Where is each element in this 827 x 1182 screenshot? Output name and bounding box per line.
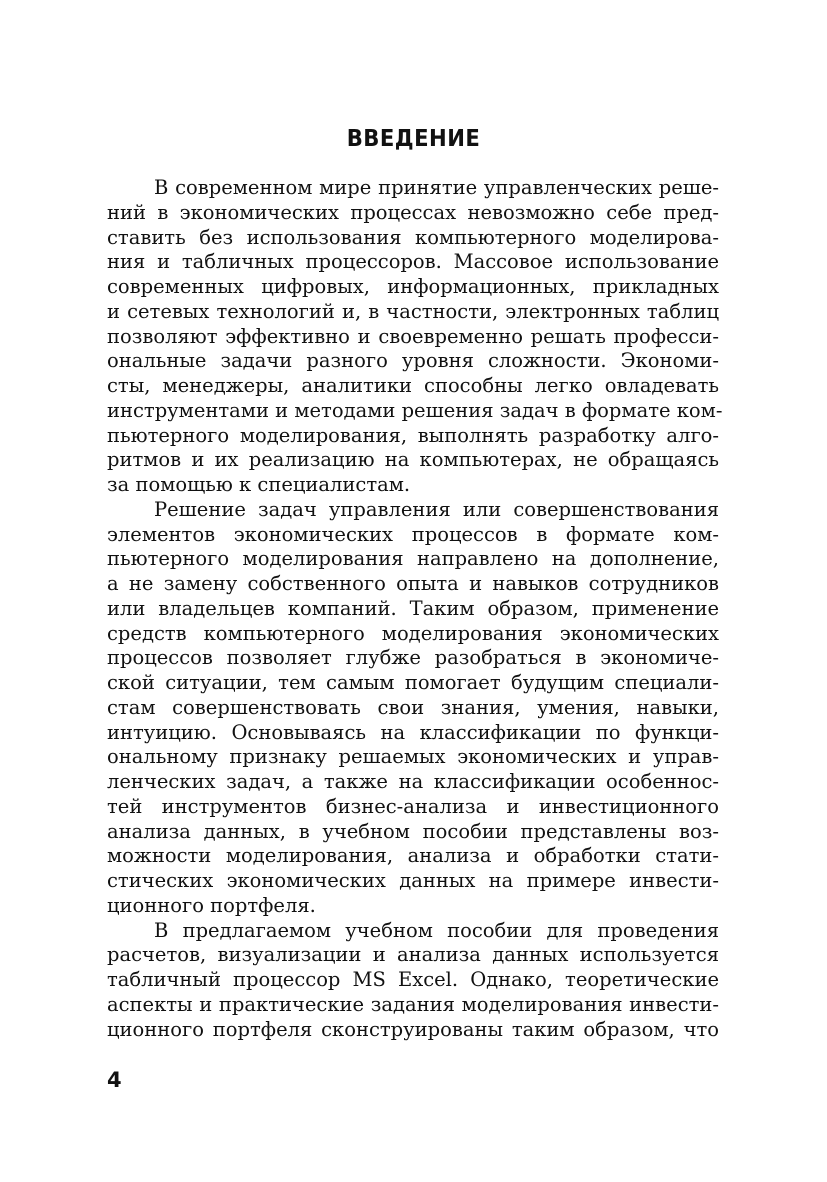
text-line: ния и табличных процессоров. Массовое использование — [107, 250, 719, 274]
text-line: или владельцев компаний. Таким образом, применение — [107, 596, 719, 620]
text-line: процессов позволяет глубже разобраться в экономиче- — [107, 646, 719, 670]
text-line: а не замену собственного опыта и навыков сотрудников — [107, 572, 719, 595]
page-number: 4 — [107, 1068, 122, 1092]
text-line: современных цифровых, информационных, прикладных — [107, 275, 719, 298]
text-line: анализа данных, в учебном пособии представлены воз- — [107, 819, 719, 843]
text-line: и сетевых технологий и, в частности, электронных таблиц — [107, 299, 719, 323]
body-text — [107, 176, 723, 1042]
text-line: В предлагаемом учебном пособии для проведения — [154, 918, 719, 942]
text-line: пьютерного моделирования направлено на дополнение, — [107, 547, 719, 571]
text-line: ской ситуации, тем самым помогает будущим специали- — [107, 671, 719, 694]
text-line: ональному признаку решаемых экономических и управ- — [107, 745, 719, 769]
text-line: табличный процессор MS Excel. Однако, теоретические — [107, 968, 719, 991]
text-line: интуицию. Основываясь на классификации по функци- — [107, 720, 719, 744]
text-line: за помощью к специалистам. — [107, 473, 411, 496]
text-line: ональные задачи разного уровня сложности. Экономи- — [107, 349, 719, 373]
text-line: можности моделирования, анализа и обработки стати- — [107, 844, 719, 868]
text-line: стам совершенствовать свои знания, умения, навыки, — [107, 695, 719, 719]
text-line: Решение задач управления или совершенствования — [154, 497, 719, 521]
text-line: В современном мире принятие управленческих реше- — [154, 176, 719, 199]
text-line: расчетов, визуализации и анализа данных используется — [107, 943, 719, 967]
text-line: ционного портфеля сконструированы таким образом, что — [107, 1017, 719, 1041]
text-line: средств компьютерного моделирования экономических — [107, 621, 719, 645]
text-line: инструментами и методами решения задач в формате ком- — [107, 398, 723, 422]
text-line: тей инструментов бизнес-анализа и инвестиционного — [107, 794, 719, 818]
text-line: сты, менеджеры, аналитики способны легко овладевать — [107, 374, 719, 397]
page-title: ВВЕДЕНИЕ — [346, 126, 481, 152]
text-line: ритмов и их реализацию на компьютерах, не обращаясь — [107, 448, 719, 472]
text-line: пьютерного моделирования, выполнять разработку алго- — [107, 423, 719, 447]
text-line: ставить без использования компьютерного моделирова- — [107, 225, 719, 249]
text-line: элементов экономических процессов в формате ком- — [107, 522, 719, 546]
text-line: аспекты и практические задания моделирования инвести- — [107, 992, 719, 1016]
text-line: позволяют эффективно и своевременно решать професси- — [107, 324, 719, 348]
text-line: ний в экономических процессах невозможно себе пред- — [107, 200, 719, 224]
text-line: ционного портфеля. — [107, 893, 316, 917]
text-line: ленческих задач, а также на классификации особеннос- — [107, 770, 719, 793]
text-line: стических экономических данных на примере инвести- — [107, 869, 719, 892]
